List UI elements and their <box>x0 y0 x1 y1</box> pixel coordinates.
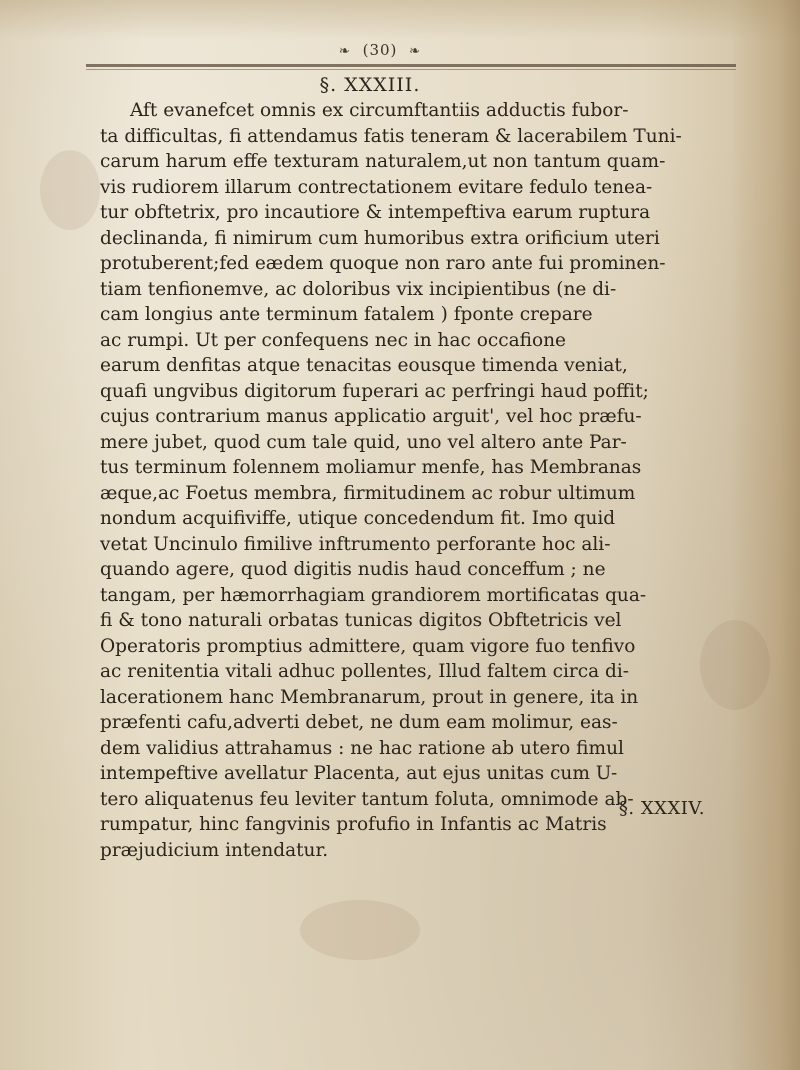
text-line: Operatoris promptius admittere, quam vigore fuo tenfivo <box>100 635 636 657</box>
text-line: quafi ungvibus digitorum fuperari ac perfringi haud poffit; <box>100 380 649 402</box>
text-line: declinanda, fi nimirum cum humoribus extra orificium uteri <box>100 227 660 249</box>
paper-stain <box>300 900 420 960</box>
text-line: ac renitentia vitali adhuc pollentes, Illud faltem circa di- <box>100 661 630 682</box>
body-paragraph <box>100 98 725 863</box>
text-line: protuberent;fed eædem quoque non raro ante fui prominen- <box>100 253 666 274</box>
text-line: æque,ac Foetus membra, firmitudinem ac robur ultimum <box>100 482 636 504</box>
text-line: vis rudiorem illarum contrectationem evitare fedulo tenea- <box>100 176 653 198</box>
text-line: dem validius attrahamus : ne hac ratione ab utero fimul <box>100 737 624 759</box>
catchword-next-section: §. XXXIV. <box>618 798 705 819</box>
text-line: rumpatur, hinc fangvinis profufio in Infantis ac Matris <box>100 814 607 835</box>
text-line: ac rumpi. Ut per confequens nec in hac occafione <box>100 329 566 351</box>
text-line: intempeftive avellatur Placenta, aut ejus unitas cum U- <box>100 763 618 784</box>
text-line: mere jubet, quod cum tale quid, uno vel altero ante Par- <box>100 431 627 453</box>
text-line: cujus contrarium manus applicatio arguit', vel hoc præfu- <box>100 406 642 427</box>
text-line: nondum acquifiviffe, utique concedendum fit. Imo quid <box>100 508 616 529</box>
page-header <box>240 38 520 62</box>
text-line: fi & tono naturali orbatas tunicas digitos Obftetricis vel <box>100 610 622 631</box>
text-line: tangam, per hæmorrhagiam grandiorem mortificatas qua- <box>100 584 647 606</box>
ornament-right-icon: ❧ <box>409 44 422 59</box>
text-line: præfenti cafu,adverti debet, ne dum eam molimur, eas- <box>100 712 618 733</box>
text-line: cam longius ante terminum fatalem ) fponte crepare <box>100 304 593 325</box>
page-edge-shadow-top <box>0 0 800 40</box>
text-line: vetat Uncinulo fimilive inftrumento perforante hoc ali- <box>100 533 611 555</box>
text-line: tus terminum folennem moliamur menfe, has Membranas <box>100 457 642 478</box>
header-rule <box>86 64 736 67</box>
text-line: tero aliquatenus feu leviter tantum foluta, omnimode ab- <box>100 788 634 810</box>
text-line: ta difficultas, fi attendamus fatis teneram & lacerabilem Tuni- <box>100 125 682 147</box>
section-heading: §. XXXIII. <box>319 74 421 96</box>
page-edge-shadow-right <box>730 0 800 1070</box>
text-line: tur obftetrix, pro incautiore & intempeftiva earum ruptura <box>100 202 651 223</box>
text-line: præjudicium intendatur. <box>100 839 329 861</box>
text-line: quando agere, quod digitis nudis haud conceffum ; ne <box>100 559 606 580</box>
text-line: earum denfitas atque tenacitas eousque timenda veniat, <box>100 355 628 376</box>
text-line: carum harum effe texturam naturalem,ut non tantum quam- <box>100 151 666 172</box>
text-line: Aft evanefcet omnis ex circumftantiis adductis fubor- <box>130 100 629 121</box>
text-line: lacerationem hanc Membranarum, prout in genere, ita in <box>100 686 639 708</box>
paper-stain <box>40 150 100 230</box>
page-number: (30) <box>362 41 398 59</box>
ornament-left-icon: ❧ <box>338 44 351 59</box>
text-line: tiam tenfionemve, ac doloribus vix incipientibus (ne di- <box>100 278 617 300</box>
header-rule-thin <box>86 69 736 70</box>
